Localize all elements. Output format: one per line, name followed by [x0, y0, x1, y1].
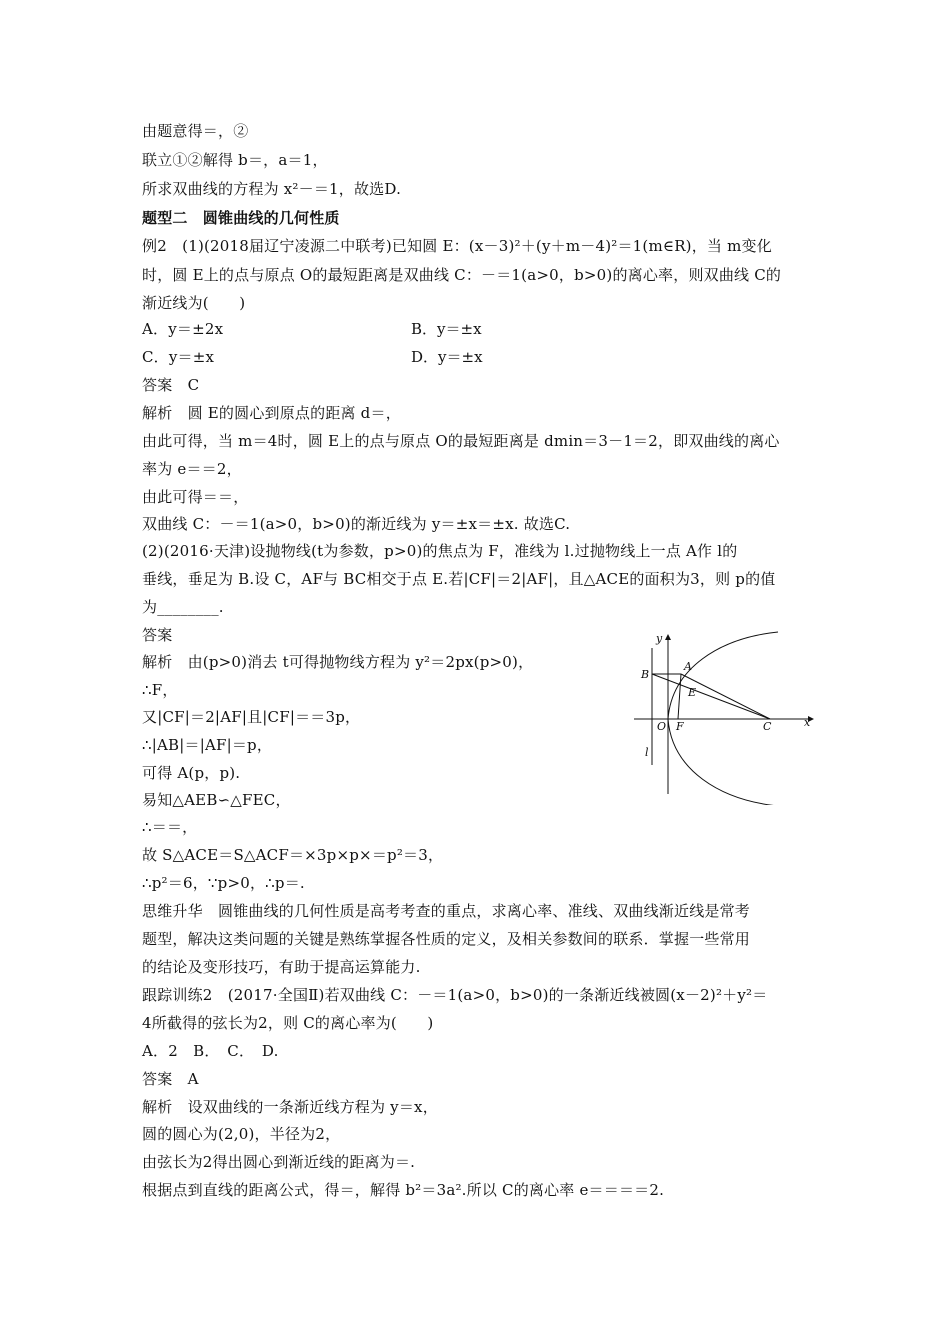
text-line: ∴F，: [142, 681, 178, 699]
text-line: 可得 A(p，p).: [142, 764, 241, 782]
text-line: 渐近线为( ): [142, 294, 246, 312]
label-e: E: [688, 686, 697, 699]
text-line: 由题意得＝，②: [142, 122, 249, 140]
text-line: ∴p²＝6，∵p>0，∴p＝.: [142, 874, 305, 892]
text-line: 联立①②解得 b＝，a＝1，: [142, 151, 328, 169]
answer-line: 答案 A: [142, 1070, 199, 1088]
text-line: ∴＝＝，: [142, 818, 198, 836]
text-line: 又|CF|＝2|AF|且|CF|＝＝3p，: [142, 708, 361, 726]
text-line: 为________.: [142, 598, 224, 616]
text-line: 圆的圆心为(2,0)，半径为2，: [142, 1125, 341, 1143]
text-line: 由弦长为2得出圆心到渐近线的距离为＝.: [142, 1153, 416, 1171]
text-line: 时，圆 E上的点与原点 O的最短距离是双曲线 C：－＝1(a>0，b>0)的离心率，则双曲线 C的: [142, 266, 782, 284]
text-line: 的结论及变形技巧，有助于提高运算能力.: [142, 958, 421, 976]
text-line: 垂线，垂足为 B.设 C，AF与 BC相交于点 E.若|CF|＝2|AF|，且△ACE的面积为3，则 p的值: [142, 570, 776, 588]
text-line: 易知△AEB∽△FEC，: [142, 791, 291, 809]
text-line: 所求双曲线的方程为 x²－＝1，故选D.: [142, 180, 402, 198]
text-line: 解析 圆 E的圆心到原点的距离 d＝，: [142, 404, 401, 422]
answer-line: 答案 C: [142, 376, 200, 394]
option-a: A．y＝±2x: [142, 320, 224, 338]
label-b: B: [641, 668, 650, 681]
text-line: 4所截得的弦长为2，则 C的离心率为( ): [142, 1014, 434, 1032]
text-line: 故 S△ACE＝S△ACF＝×3p×p×＝p²＝3，: [142, 846, 444, 864]
label-a: A: [684, 660, 692, 673]
label-f: F: [676, 720, 684, 733]
text-line: (2)(2016·天津)设抛物线(t为参数，p>0)的焦点为 F，准线为 l.过抛物线上一点 A作 l的: [142, 542, 738, 560]
text-line: 例2 (1)(2018届辽宁凌源二中联考)已知圆 E：(x－3)²＋(y＋m－4)²＝1(m∈R)，当 m变化: [142, 237, 772, 255]
text-line: 由此可得，当 m＝4时，圆 E上的点与原点 O的最短距离是 dmin＝3－1＝2，即双曲线的离心: [142, 432, 780, 450]
options-line: A．2 B． C． D.: [142, 1042, 279, 1060]
text-line: 思维升华 圆锥曲线的几何性质是高考考查的重点，求离心率、准线、双曲线渐近线是常考: [142, 902, 751, 920]
text-line: 双曲线 C：－＝1(a>0，b>0)的渐近线为 y＝±x＝±x. 故选C.: [142, 515, 571, 533]
text-line: 由此可得＝＝，: [142, 488, 249, 506]
label-l: l: [645, 746, 649, 759]
segment-af: [678, 674, 681, 719]
text-line: 题型，解决这类问题的关键是熟练掌握各性质的定义，及相关参数间的联系．掌握一些常用: [142, 930, 751, 948]
text-line: 率为 e＝＝2，: [142, 460, 242, 478]
option-c: C．y＝±x: [142, 348, 215, 366]
text-line: 跟踪训练2 (2017·全国Ⅱ)若双曲线 C：－＝1(a>0，b>0)的一条渐近线被圆(x－2)²＋y²＝: [142, 986, 768, 1004]
section-heading: 题型二 圆锥曲线的几何性质: [142, 209, 340, 227]
parabola-figure: [628, 630, 818, 805]
option-b: B．y＝±x: [411, 320, 482, 338]
option-d: D．y＝±x: [411, 348, 483, 366]
text-line: 解析 由(p>0)消去 t可得抛物线方程为 y²＝2px(p>0)，: [142, 653, 534, 671]
label-o: O: [657, 720, 667, 733]
label-y: y: [656, 632, 663, 645]
text-line: 根据点到直线的距离公式，得＝，解得 b²＝3a².所以 C的离心率 e＝＝＝＝2.: [142, 1181, 665, 1199]
text-line: ∴|AB|＝|AF|＝p，: [142, 736, 273, 754]
answer-line: 答案: [142, 626, 173, 644]
segment-bc: [652, 674, 770, 719]
y-axis-arrow: [665, 634, 671, 640]
text-line: 解析 设双曲线的一条渐近线方程为 y＝x，: [142, 1098, 438, 1116]
label-c: C: [763, 720, 772, 733]
label-x: x: [804, 716, 811, 729]
